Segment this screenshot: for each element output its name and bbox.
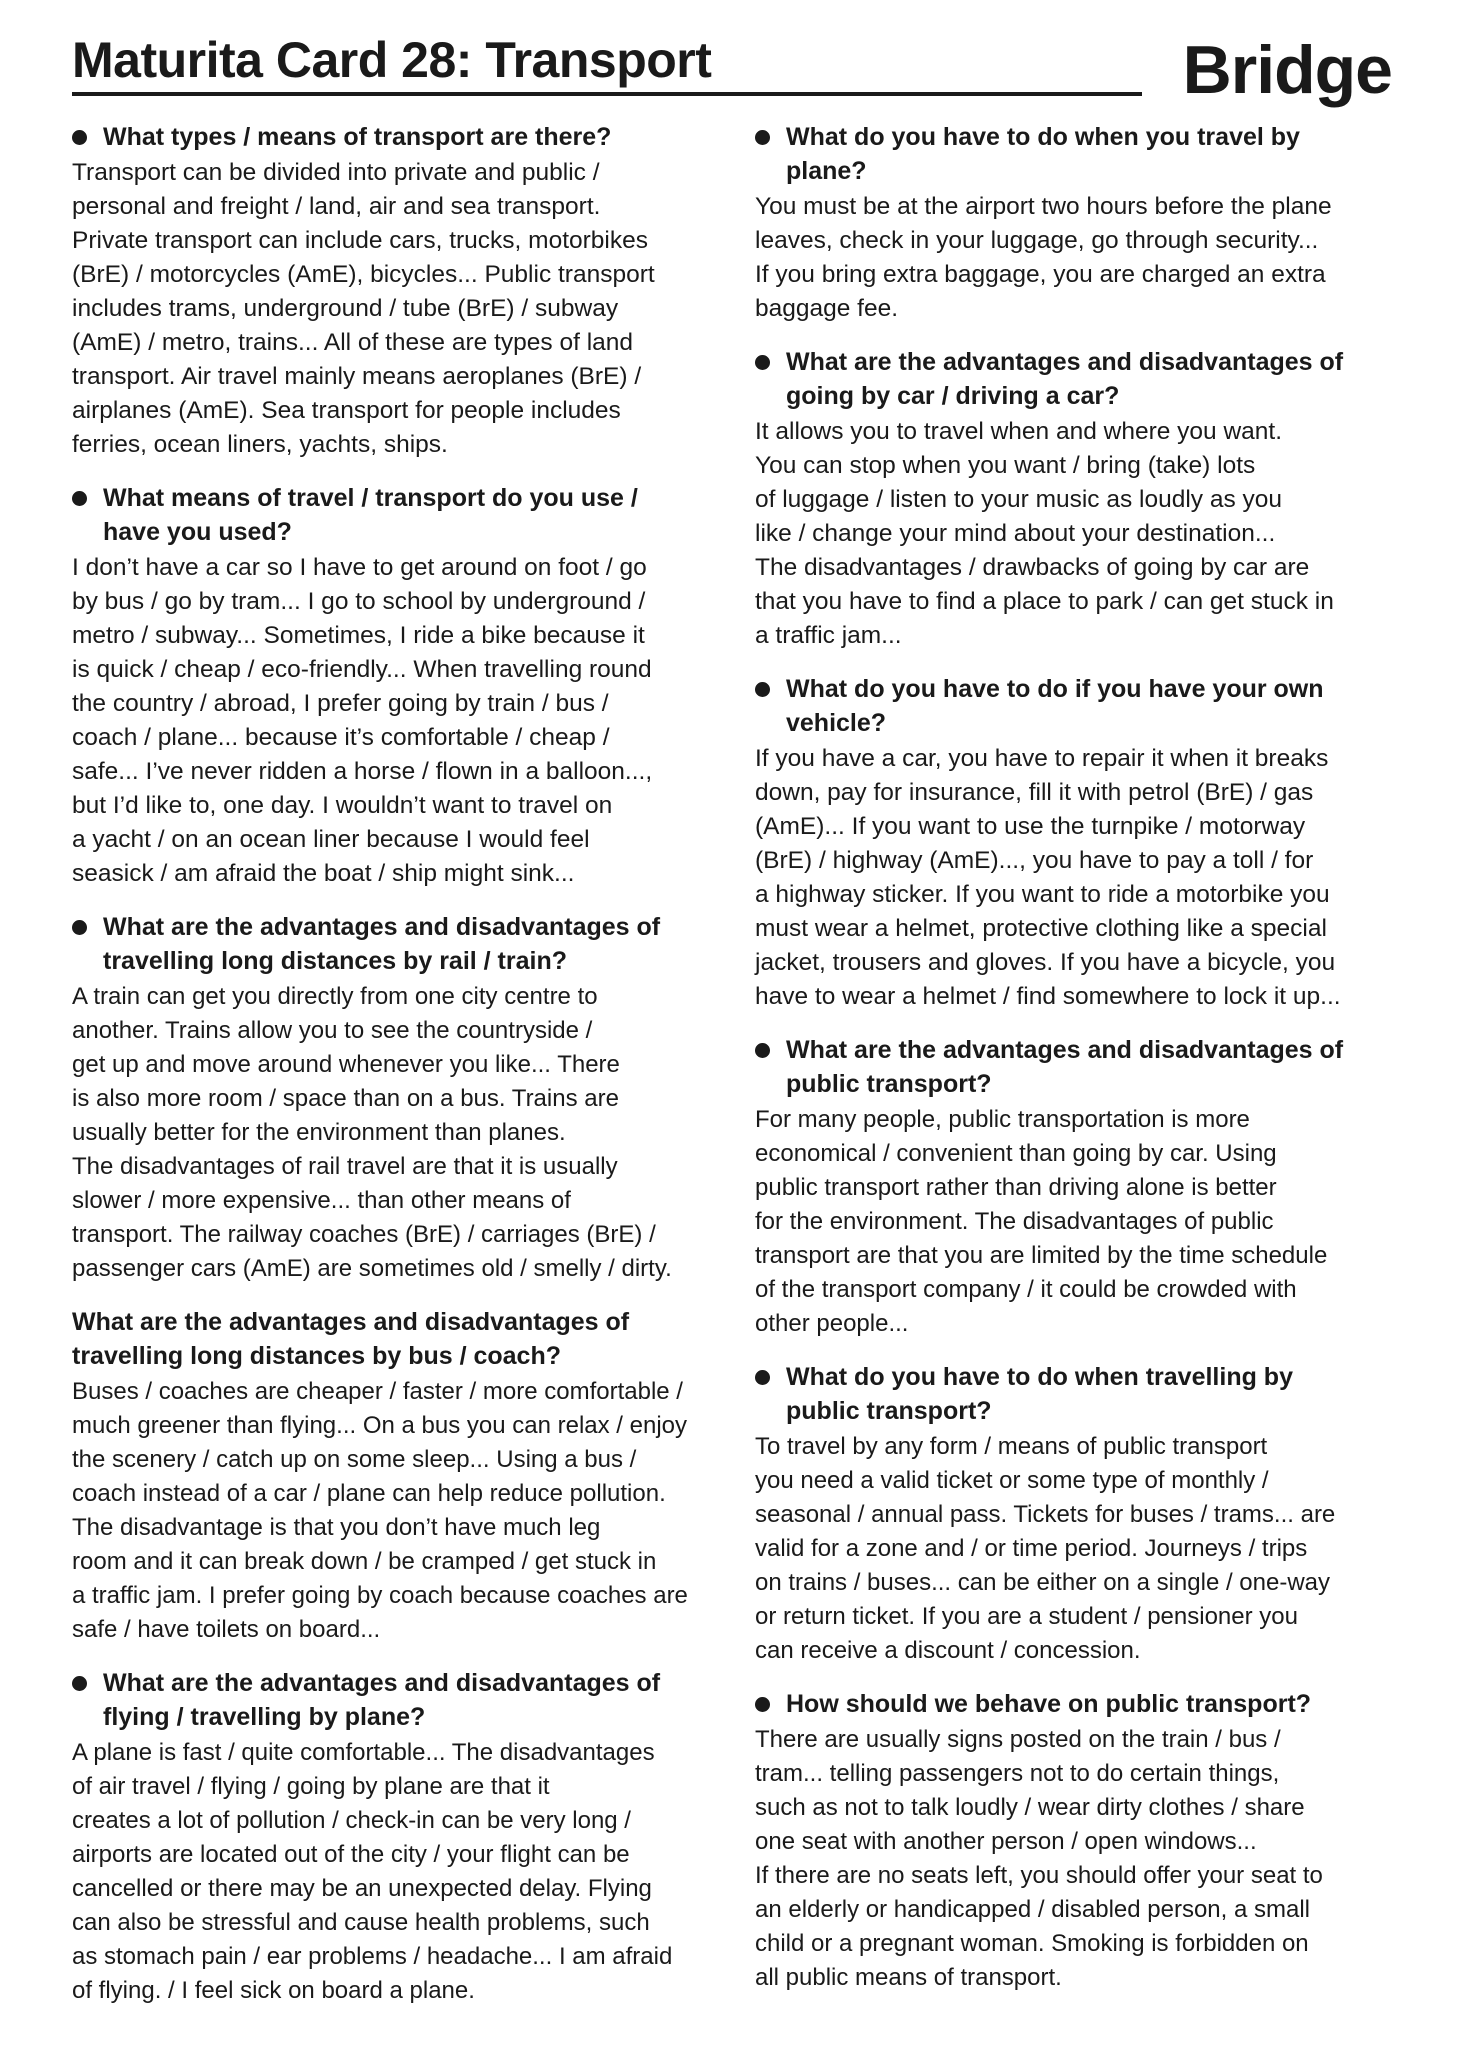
question-text: What means of travel / transport do you use / have you used?	[103, 484, 638, 546]
right-column	[755, 120, 1407, 2014]
answer-text: I don’t have a car so I have to get around on foot / go by bus / go by tram... I go to school by underground / metro / subway... Sometimes, I ride a bike because it is quick / cheap / eco-friendly... When travelling round the country / abroad, I prefer going by train / bus / coach / plane... because it’s comfortable / cheap / safe... I’ve never ridden a horse / flown in a balloon..., but I’d like to, one day. I wouldn’t want to travel on a yacht / on an ocean liner because I would feel seasick / am afraid the boat / ship might sink...	[72, 554, 653, 887]
answer-text: Transport can be divided into private and public / personal and freight / land, air and sea transport. Private transport can include cars, trucks, motorbikes (BrE) / motorcycles (AmE), bicycles... Public transport includes trams, underground / tube (BrE) / subway (AmE) / metro, trains... All of these are types of land transport. Air travel mainly means aeroplanes (BrE) / airplanes (AmE). Sea transport for people includes ferries, ocean liners, yachts, ships.	[72, 159, 655, 458]
answer-text: To travel by any form / means of public transport you need a valid ticket or some type of monthly / seasonal / annual pass. Tickets for buses / trams... are valid for a zone and / or time period. Journeys / trips on trains / buses... can be either on a single / one-way or return ticket. If you are a student / pensioner you can receive a discount / concession.	[755, 1433, 1336, 1664]
question-text: What do you have to do when you travel by plane?	[786, 123, 1300, 185]
brand-logo: Bridge	[1182, 32, 1392, 108]
answer-text: Buses / coaches are cheaper / faster / more comfortable / much greener than flying... On a bus you can relax / enjoy the scenery / catch up on some sleep... Using a bus / coach instead of a car / plane can help reduce pollution. The disadvantage is that you don’t have much leg room and it can break down / be cramped / get stuck in a traffic jam. I prefer going by coach because coaches are safe / have toilets on board...	[72, 1378, 688, 1643]
title-underline	[72, 92, 1142, 96]
bullet-icon	[755, 1697, 770, 1712]
qa-section	[72, 910, 720, 1286]
qa-section	[755, 1687, 1407, 1995]
answer-text: If you have a car, you have to repair it when it breaks down, pay for insurance, fill it with petrol (BrE) / gas (AmE)... If you want to use the turnpike / motorway (BrE) / highway (AmE)..., you have to pay a toll / for a highway sticker. If you want to ride a motorbike you must wear a helmet, protective clothing like a special jacket, trousers and gloves. If you have a bicycle, you have to wear a helmet / find somewhere to lock it up...	[755, 745, 1341, 1010]
qa-section	[755, 1360, 1407, 1668]
question-text: What types / means of transport are there?	[103, 123, 612, 151]
qa-section	[755, 672, 1407, 1014]
answer-text: For many people, public transportation is more economical / convenient than going by car. Using public transport rather than driving alone is better for the environment. The disadvantages of public transport are that you are limited by the time schedule of the transport company / it could be crowded with other people...	[755, 1106, 1328, 1337]
question-text: What are the advantages and disadvantages of public transport?	[786, 1036, 1344, 1098]
question-text: What are the advantages and disadvantages of travelling long distances by bus / coach?	[72, 1308, 630, 1370]
bullet-icon	[755, 1043, 770, 1058]
answer-text: A plane is fast / quite comfortable... The disadvantages of air travel / flying / going by plane are that it creates a lot of pollution / check-in can be very long / airports are located out of the city / your flight can be cancelled or there may be an unexpected delay. Flying can also be stressful and cause health problems, such as stomach pain / ear problems / headache... I am afraid of flying. / I feel sick on board a plane.	[72, 1739, 673, 2004]
qa-section	[72, 120, 720, 462]
bullet-icon	[755, 682, 770, 697]
bullet-icon	[72, 920, 87, 935]
qa-section	[755, 345, 1407, 653]
answer-text: There are usually signs posted on the train / bus / tram... telling passengers not to do certain things, such as not to talk loudly / wear dirty clothes / share one seat with another person / open windows... If there are no seats left, you should offer your seat to an elderly or handicapped / disabled person, a small child or a pregnant woman. Smoking is forbidden on all public means of transport.	[755, 1726, 1323, 1991]
question-text: How should we behave on public transport?	[786, 1690, 1312, 1718]
answer-text: A train can get you directly from one city centre to another. Trains allow you to see the countryside / get up and move around whenever you like... There is also more room / space than on a bus. Trains are usually better for the environment than planes. The disadvantages of rail travel are that it is usually slower / more expensive... than other means of transport. The railway coaches (BrE) / carriages (BrE) / passenger cars (AmE) are sometimes old / smelly / dirty.	[72, 983, 672, 1282]
qa-section	[72, 481, 720, 891]
bullet-icon	[755, 130, 770, 145]
bullet-icon	[72, 1676, 87, 1691]
answer-text: You must be at the airport two hours before the plane leaves, check in your luggage, go through security... If you bring extra baggage, you are charged an extra baggage fee.	[755, 193, 1332, 322]
answer-text: It allows you to travel when and where you want. You can stop when you want / bring (take) lots of luggage / listen to your music as loudly as you like / change your mind about your destination... The disadvantages / drawbacks of going by car are that you have to find a place to park / can get stuck in a traffic jam...	[755, 418, 1334, 649]
bullet-icon	[72, 130, 87, 145]
page-header	[72, 30, 1392, 110]
bullet-icon	[72, 491, 87, 506]
qa-section	[755, 1033, 1407, 1341]
qa-section	[72, 1666, 720, 2008]
question-text: What are the advantages and disadvantages of going by car / driving a car?	[786, 348, 1344, 410]
left-column	[72, 120, 720, 2027]
bullet-icon	[755, 355, 770, 370]
question-text: What do you have to do if you have your own vehicle?	[786, 675, 1324, 737]
qa-section	[72, 1305, 720, 1647]
qa-section	[755, 120, 1407, 326]
question-text: What are the advantages and disadvantages of travelling long distances by rail / train?	[103, 913, 661, 975]
page-title: Maturita Card 28: Transport	[72, 32, 712, 88]
question-text: What are the advantages and disadvantages of flying / travelling by plane?	[103, 1669, 661, 1731]
question-text: What do you have to do when travelling by public transport?	[786, 1363, 1293, 1425]
bullet-icon	[755, 1370, 770, 1385]
